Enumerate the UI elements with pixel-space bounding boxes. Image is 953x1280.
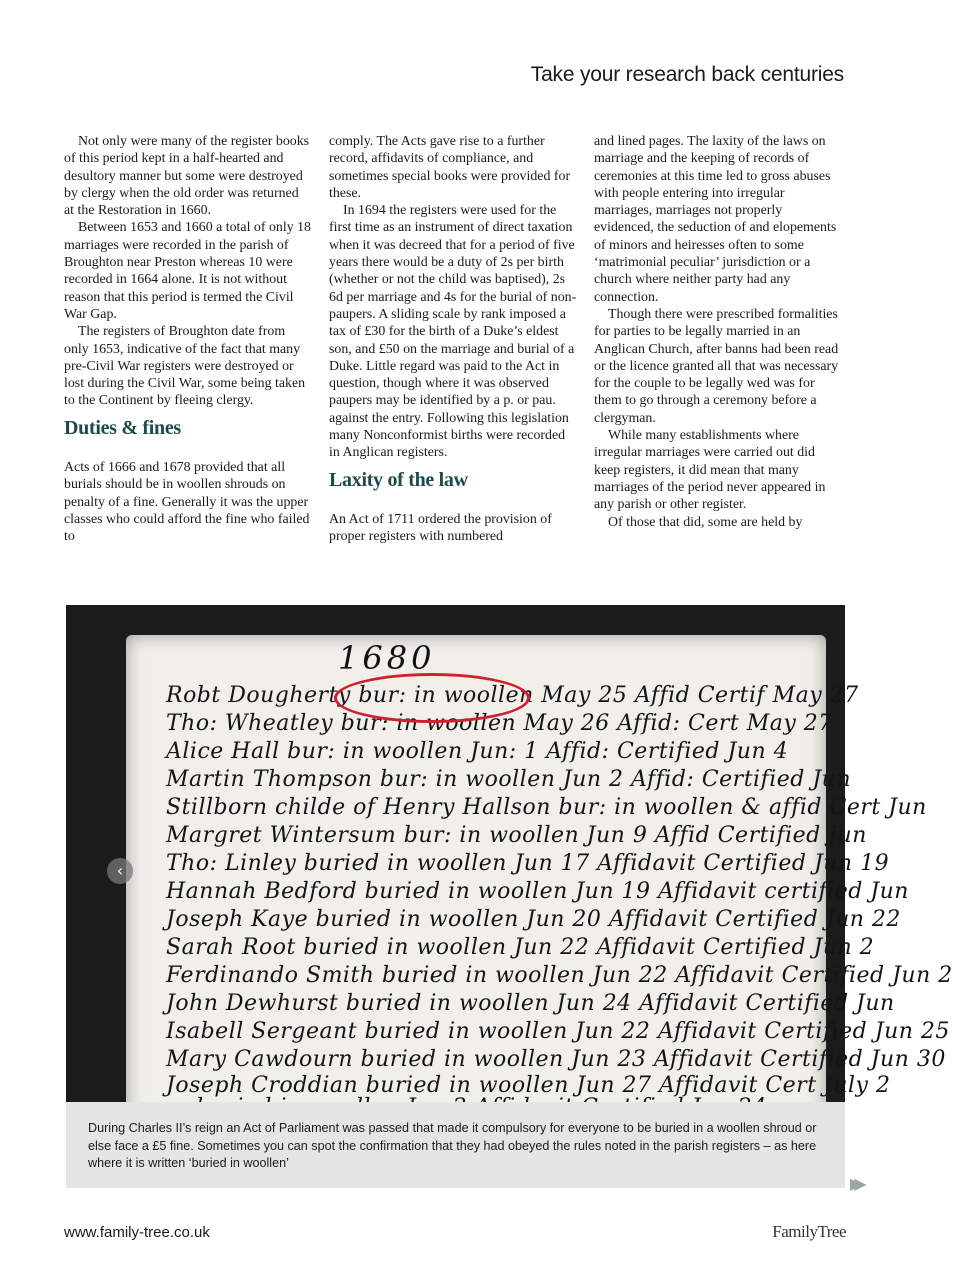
register-entry: Ferdinando Smith buried in woollen Jun 22 Affidavit Certified Jun 2 [166, 963, 953, 988]
register-entry: Stillborn childe of Henry Hallson bur: in woollen & affid Cert Jun [166, 795, 927, 820]
column-2 [329, 133, 577, 585]
parish-register-figure [66, 605, 953, 1188]
paragraph: In 1694 the registers were used for the first time as an instrument of direct taxation when it was decreed that for a period of five years there would be a duty of 2s per birth (whether or not the child was baptised), 2s 6d per marriage and 4s for the burial of non-paupers. A sliding scale by rank imposed a tax of £30 for the birth of a Duke’s eldest son, and £50 on the marriage and burial of a Duke. Little regard was paid to the Act in question, though where it was observed paupers may be identified by a p. or pau. against the entry. Following this legislation many Nonconformist births were recorded in Anglican registers. [329, 203, 577, 461]
previous-image-button[interactable]: ‹ [107, 858, 133, 884]
paragraph: An Act of 1711 ordered the provision of proper registers with numbered [329, 511, 552, 545]
footer-website-url[interactable]: www.family-tree.co.uk [64, 1224, 210, 1241]
next-page-arrow-icon[interactable]: ▶▶ [850, 1174, 859, 1193]
paragraph: Acts of 1666 and 1678 provided that all burials should be in woollen shrouds on penalty of a fine. Generally it was the upper classes who could afford the fine who failed to [64, 460, 310, 545]
paragraph: Though there were prescribed formalities for parties to be legally married in an Anglican Church, after banns had been read or the licence granted all that was necessary for the couple to be legally wed was for them to go through a ceremony before a clergyman. [594, 306, 839, 426]
register-entry: John Dewhurst buried in woollen Jun 24 Affidavit Certified Jun [166, 991, 895, 1016]
section-heading-duties-fines: Duties & fines [64, 416, 181, 439]
register-entry: Tho: Wheatley bur: in woollen May 26 Affid: Cert May 27 [166, 711, 833, 736]
register-entry: Robt Dougherty bur: in woollen May 25 Affid Certif May 27 [166, 683, 859, 708]
register-entry: Mary Cawdourn buried in woollen Jun 23 Affidavit Certified Jun 30 [166, 1047, 946, 1072]
column-3 [594, 133, 842, 585]
section-heading-laxity-of-the-law: Laxity of the law [329, 468, 468, 491]
family-tree-logo: FamilyTree [772, 1222, 846, 1241]
buried-in-woollen-highlight [334, 673, 530, 723]
register-entry: Hannah Bedford buried in woollen Jun 19 Affidavit certified Jun [166, 879, 909, 904]
parish-register-photo [66, 605, 953, 1102]
column-1 [64, 133, 312, 585]
register-entry: Martin Thompson bur: in woollen Jun 2 Affid: Certified Jun [166, 767, 852, 792]
paragraph: and lined pages. The laxity of the laws on marriage and the keeping of records of ceremonies at this time led to gross abuses with people entering into irregular marriages, marriages not properly evidenced, the seduction of and elopements of minors and heiresses often to some ‘matrimonial peculiar’ jurisdiction or a church where neither party had any connection. [594, 134, 837, 305]
register-entry: Sarah Root buried in woollen Jun 22 Affidavit Certified Jun 2 [166, 935, 875, 960]
register-entry: Joseph Croddian buried in woollen Jun 27 Affidavit Cert July 2 [166, 1073, 891, 1098]
paragraph: Of those that did, some are held by [608, 514, 803, 530]
register-entry: Alice Hall bur: in woollen Jun: 1 Affid: Certified Jun 4 [166, 739, 789, 764]
figure-caption: During Charles II’s reign an Act of Parliament was passed that made it compulsory for everyone to be buried in a woollen shroud or else face a £5 fine. Sometimes you can spot the confirmation that they had obeyed the rules noted in the parish registers – as here where it is written ‘buried in woollen’ [66, 1102, 845, 1188]
paragraph: Between 1653 and 1660 a total of only 18 marriages were recorded in the parish of Broughton near Preston whereas 10 were recorded in 1664 alone. It is not without reason that this period is termed the Civil War Gap. [64, 220, 312, 322]
paragraph: The registers of Broughton date from only 1653, indicative of the fact that many pre-Civil War registers were destroyed or lost during the Civil War, some being taken to the Continent by fleeing clergy. [64, 324, 306, 409]
register-entry: Margret Wintersum bur: in woollen Jun 9 Affid Certified Jun [166, 823, 867, 848]
paragraph: While many establishments where irregular marriages were carried out did keep registers, it did mean that many marriages of the period never appeared in any parish or other register. [594, 428, 826, 513]
register-entry: Tho: Linley buried in woollen Jun 17 Affidavit Certified Jun 19 [166, 851, 890, 876]
register-entry: Joseph Kaye buried in woollen Jun 20 Affidavit Certified Jun 22 [166, 907, 901, 932]
register-entry: Isabell Sergeant buried in woollen Jun 22 Affidavit Certified Jun 25 [166, 1019, 950, 1044]
register-year: 1680 [338, 639, 436, 677]
article-columns [64, 133, 842, 585]
paragraph: comply. The Acts gave rise to a further record, affidavits of compliance, and sometimes special books were provided for these. [329, 134, 571, 201]
page-header-title: Take your research back centuries [530, 63, 844, 86]
paragraph: Not only were many of the register books of this period kept in a half-hearted and desultory manner but some were destroyed by clergy when the old order was returned at the Restoration in 1660. [64, 134, 310, 219]
